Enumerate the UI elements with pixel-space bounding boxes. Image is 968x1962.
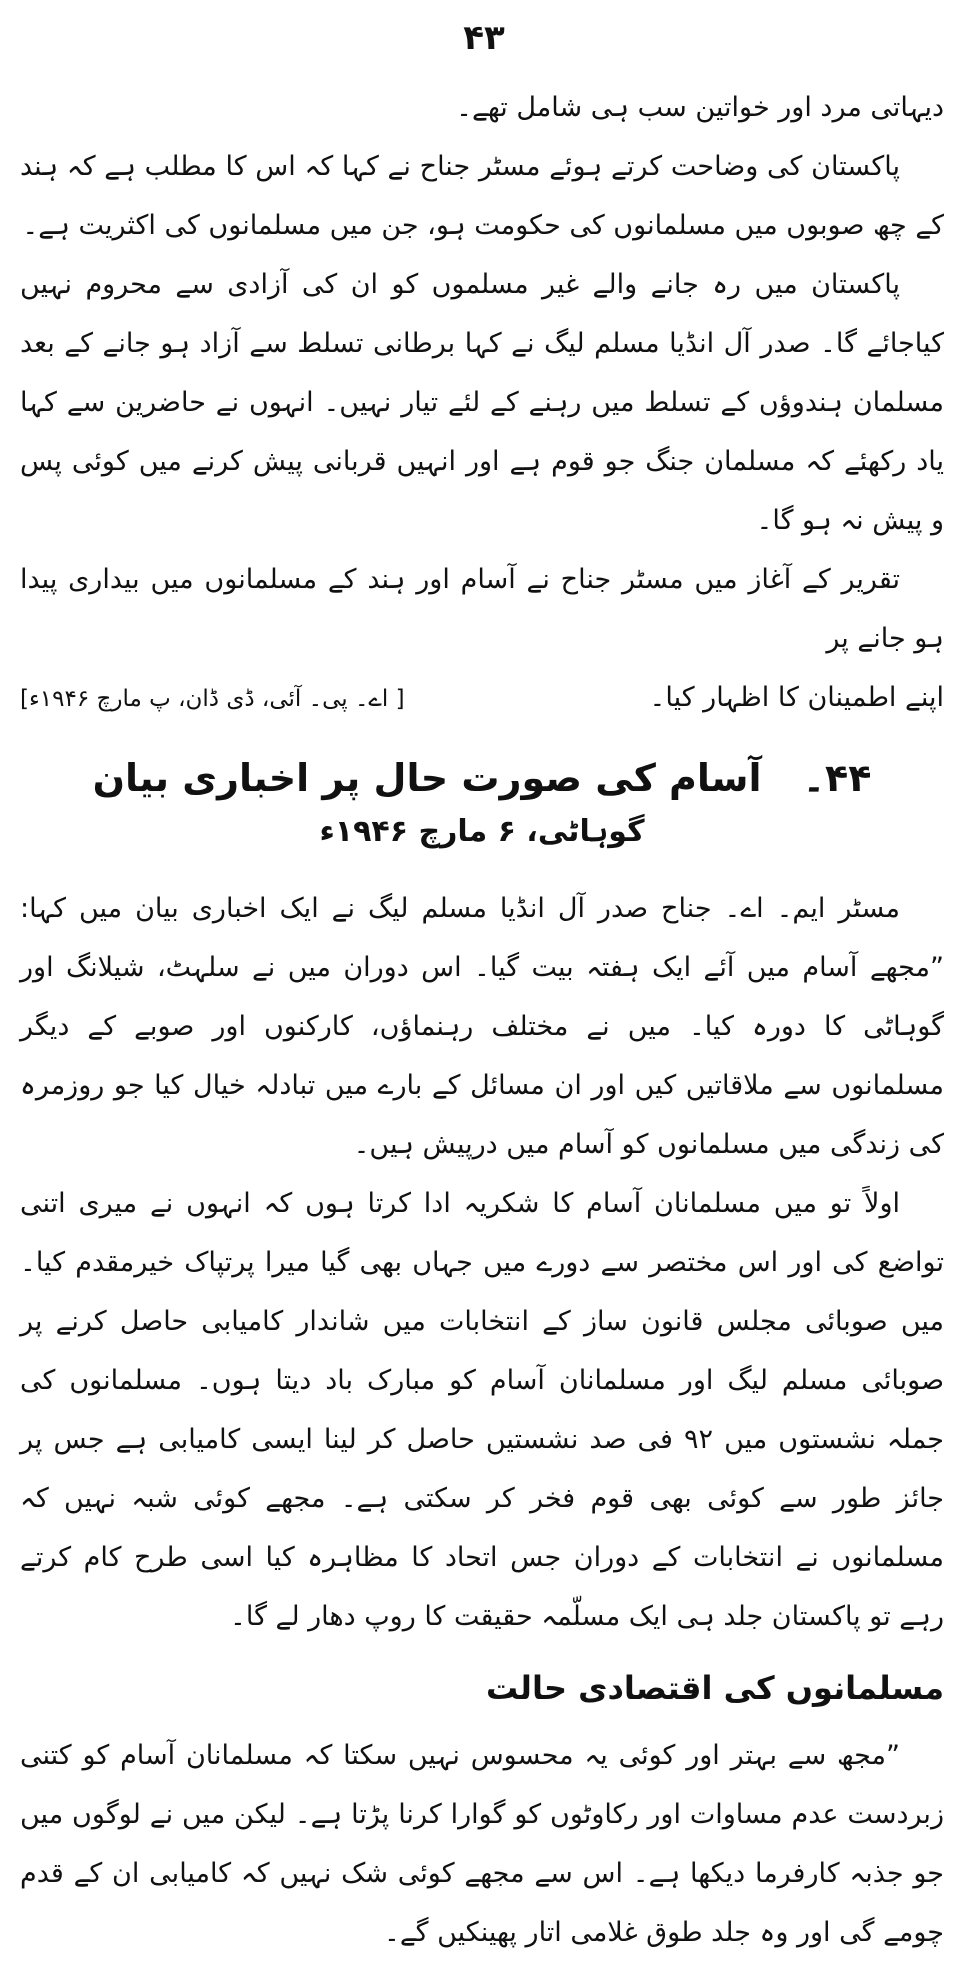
section-title: آسام کی صورت حال پر اخباری بیان xyxy=(92,756,762,800)
paragraph-non-muslims: پاکستان میں رہ جانے والے غیر مسلموں کو ان کی آزادی سے محروم نہیں کیاجائے گا۔ صدر آل انڈیا مسلم لیگ نے کہا برطانی تسلط سے آزاد ہو جانے کے بعد مسلمان ہندوؤں کے تسلط میں رہنے کے لئے تیار نہیں۔ انہوں نے حاضرین سے کہا یاد رکھئے کہ مسلمان جنگ جو قوم ہے اور انہیں قربانی پیش کرنے میں کوئی پس و پیش نہ ہو گا۔ xyxy=(20,269,944,536)
closing-text: اپنے اطمینان کا اظہار کیا۔ xyxy=(649,682,944,713)
section-dateline: گوہاٹی، ۶ مارچ ۱۹۴۶ء xyxy=(319,814,645,849)
paragraph-economic: ”مجھ سے بہتر اور کوئی یہ محسوس نہیں سکتا کہ مسلمانان آسام کو کتنی زبردست عدم مساوات اور رکاوٹوں کو گوارا کرنا پڑتا ہے۔ لیکن میں نے لوگوں میں جو جذبہ کارفرما دیکھا ہے۔ اس سے مجھے کوئی شک نہیں کہ کامیابی ان کے قدم چومے گی اور وہ جلد طوق غلامی اتار پھینکیں گے۔ xyxy=(20,1740,944,1948)
subheading-economic-condition: مسلمانوں کی اقتصادی حالت xyxy=(486,1669,944,1707)
section-number: ۴۴۔ xyxy=(802,756,872,800)
paragraph-press-statement: مسٹر ایم۔ اے۔ جناح صدر آل انڈیا مسلم لیگ نے ایک اخباری بیان میں کہا: ”مجھے آسام میں آئے ایک ہفتہ بیت گیا۔ اس دوران میں نے سلہٹ، شیلانگ اور گوہاٹی کا دورہ کیا۔ میں نے مختلف رہنماؤں، کارکنوں اور صوبے کے دیگر مسلمانوں سے ملاقاتیں کیں اور ان مسائل کے بارے میں تبادلہ خیال کیا جو روزمرہ کی زندگی میں مسلمانوں کو آسام میں درپیش ہیں۔ xyxy=(20,893,944,1160)
paragraph-villagers: دیہاتی مرد اور خواتین سب ہی شامل تھے۔ xyxy=(456,92,944,123)
paragraph-speech-opening: تقریر کے آغاز میں مسٹر جناح نے آسام اور ہند کے مسلمانوں میں بیداری پیدا ہو جانے پر xyxy=(20,564,944,654)
paragraph-thanks-election: اولاً تو میں مسلمانان آسام کا شکریہ ادا کرتا ہوں کہ انہوں نے میری اتنی تواضع کی اور اس مختصر سے دورے میں جہاں بھی گیا میرا پرتپاک خیرمقدم کیا۔ میں صوبائی مجلس قانون ساز کے انتخابات میں شاندار کامیابی حاصل کرنے پر صوبائی مسلم لیگ اور مسلمانان آسام کو مبارک باد دیتا ہوں۔ مسلمانوں کی جملہ نشستوں میں ۹۲ فی صد نشستیں حاصل کر لینا ایسی کامیابی ہے جس پر جائز طور سے کوئی بھی قوم فخر کر سکتی ہے۔ مجھے کوئی شبہ نہیں کہ مسلمانوں نے انتخابات کے دوران جس اتحاد کا مظاہرہ کیا اسی طرح کام کرتے رہے تو پاکستان جلد ہی ایک مسلّمہ حقیقت کا روپ دھار لے گا۔ xyxy=(20,1188,944,1632)
section-heading xyxy=(20,747,944,809)
page-number: ۴۳ xyxy=(463,18,505,58)
body-text xyxy=(20,78,944,1962)
closing-line xyxy=(20,668,944,729)
paragraph-pakistan-definition: پاکستان کی وضاحت کرتے ہوئے مسٹر جناح نے کہا کہ اس کا مطلب ہے کہ ہند کے چھ صوبوں میں مسلمانوں کی حکومت ہو، جن میں مسلمانوں کی اکثریت ہے۔ xyxy=(20,151,944,241)
source-citation: [ اے۔ پی۔ آئی، ڈی ڈان، پ مارچ ۱۹۴۶ء] xyxy=(20,686,405,712)
